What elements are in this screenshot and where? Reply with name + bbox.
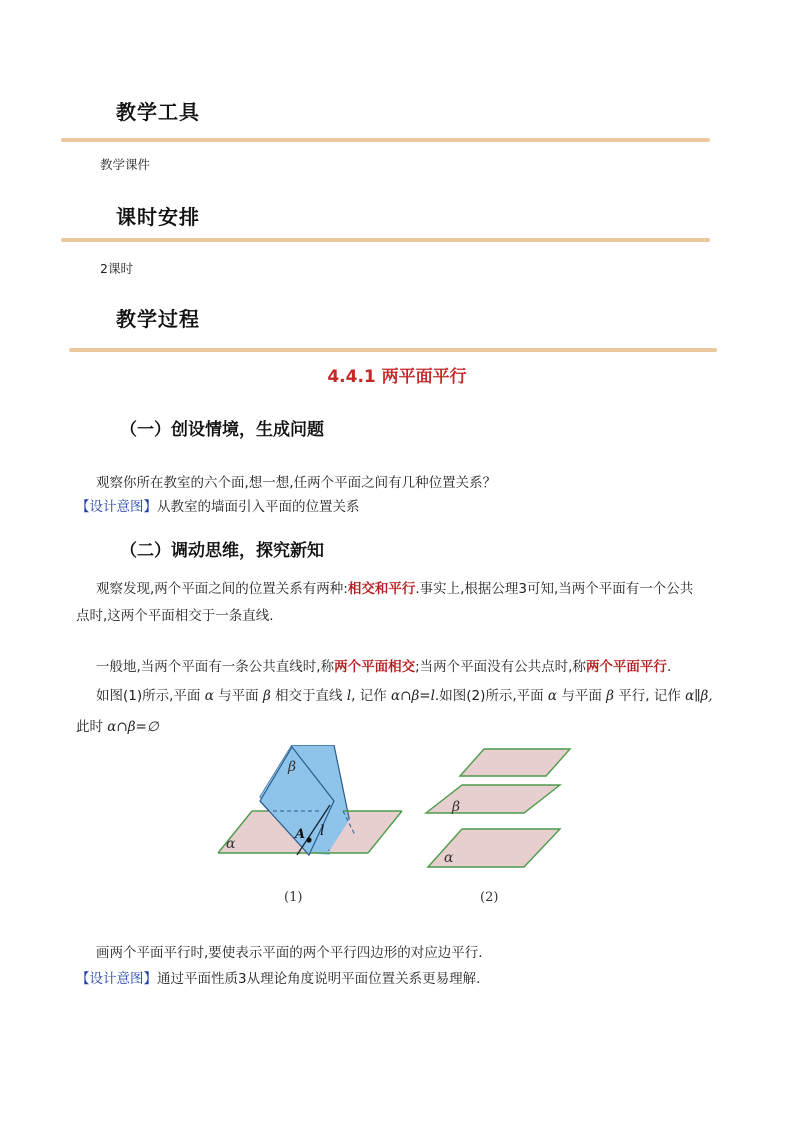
design-intent-tag: 【设计意图】 — [76, 499, 157, 515]
heading-schedule: 课时安排 — [116, 205, 200, 229]
beta-label: β — [288, 759, 297, 775]
heading-teaching-process: 教学过程 — [116, 307, 200, 331]
math-symbol: l — [346, 688, 352, 704]
tools-content: 教学课件 — [100, 157, 151, 172]
text-run: 一般地,当两个平面有一条公共直线时,称 — [96, 659, 335, 675]
beta-label-2: β — [452, 799, 461, 815]
figure1-caption: (1) — [284, 890, 303, 905]
divider-rule — [61, 138, 710, 142]
schedule-content: 2课时 — [100, 261, 133, 276]
divider-rule — [69, 348, 717, 352]
design-intent-tag: 【设计意图】 — [76, 971, 157, 987]
text-run: 平行, 记作 — [613, 688, 686, 704]
alpha-label-2: α — [444, 850, 454, 866]
math-symbol: α — [547, 688, 558, 704]
text-run: ;当两个平面没有公共点时,称 — [415, 659, 586, 675]
math-symbol: β — [606, 688, 614, 704]
paragraph-line — [96, 578, 693, 600]
paragraph-line — [96, 656, 671, 678]
text-run: 此时 — [76, 719, 108, 735]
beta-plane-parallel-2 — [426, 785, 560, 813]
alpha-label: α — [226, 836, 236, 852]
line-l-label: l — [320, 823, 325, 839]
text-run: 观察发现,两个平面之间的位置关系有两种: — [96, 581, 348, 597]
paragraph-line: 画两个平面平行时,要使表示平面的两个平行四边形的对应边平行. — [96, 945, 483, 961]
section1-intent — [76, 496, 360, 518]
math-formula: α∥β, — [685, 688, 713, 704]
lesson-title: 4.4.1 两平面平行 — [327, 367, 467, 387]
section1-question: 观察你所在教室的六个面,想一想,任两个平面之间有几种位置关系？ — [96, 475, 497, 491]
text-run: .事实上,根据公理3可知,当两个平面有一个公共 — [415, 581, 694, 597]
text-run: 相交于直线 — [270, 688, 347, 704]
highlight-term: 两个平面相交 — [334, 659, 416, 675]
heading-teaching-tools: 教学工具 — [116, 100, 200, 124]
divider-rule — [61, 238, 710, 242]
point-a-label: A — [295, 827, 306, 842]
planes-figure — [200, 745, 600, 915]
paragraph-line: 点时,这两个平面相交于一条直线. — [76, 608, 274, 624]
text-run: 与平面 — [213, 688, 263, 704]
text-run: 如图(1)所示,平面 — [96, 688, 205, 704]
point-a-dot — [306, 837, 311, 842]
paragraph-line — [96, 685, 713, 707]
text-run: . — [666, 659, 672, 675]
figure2-caption: (2) — [480, 890, 499, 905]
math-formula: α∩β=∅ — [107, 719, 159, 735]
text-run: .如图(2)所示,平面 — [434, 688, 548, 704]
paragraph-line — [76, 716, 159, 738]
section2-title: （二）调动思维，探究新知 — [120, 541, 324, 561]
design-intent-text: 通过平面性质3从理论角度说明平面位置关系更易理解. — [157, 971, 481, 987]
beta-plane-parallel — [460, 749, 570, 776]
section2-intent — [76, 968, 480, 990]
text-run: , 记作 — [351, 688, 392, 704]
text-run: 与平面 — [557, 688, 607, 704]
math-formula: α∩β=l — [391, 688, 435, 704]
math-symbol: β — [262, 688, 271, 704]
section1-title: （一）创设情境，生成问题 — [120, 420, 324, 440]
design-intent-text: 从教室的墙面引入平面的位置关系 — [157, 499, 360, 515]
highlight-term: 相交和平行 — [347, 581, 416, 597]
math-symbol: α — [204, 688, 214, 704]
highlight-term: 两个平面平行 — [585, 659, 667, 675]
